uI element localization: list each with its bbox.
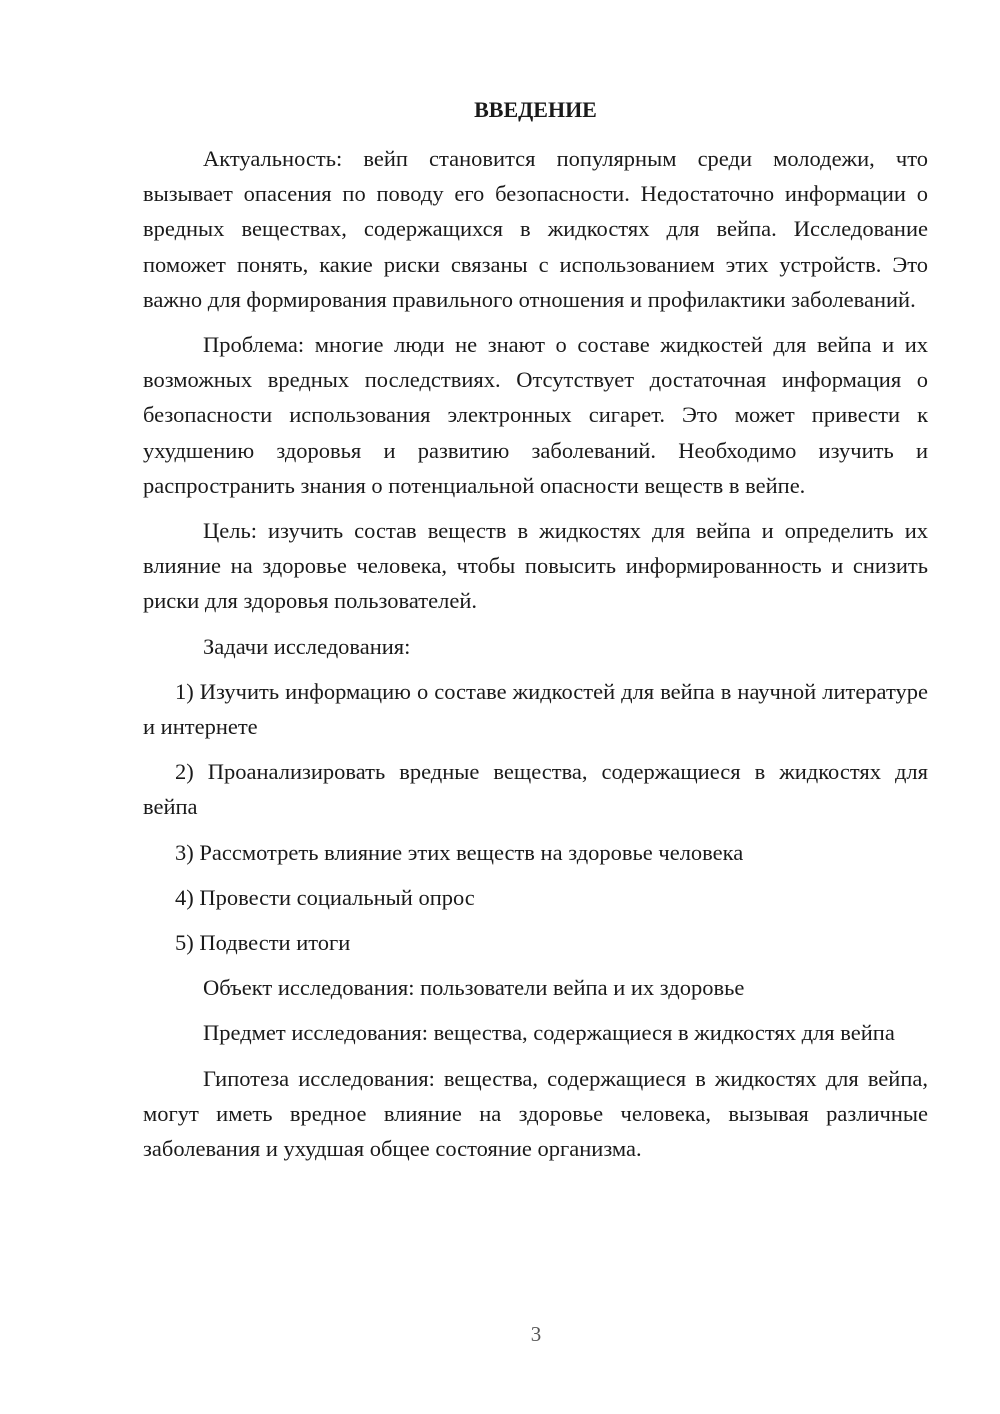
relevance-paragraph: Актуальность: вейп становится популярным среди молодежи, что вызывает опасения по поводу его безопасности. Недостаточно информации о вредных веществах, содержащихся в жидкостях для вейпа. Исследование поможет понять, какие риски связаны с использованием этих устройств. Это важно для формирования правильного отношения и профилактики заболеваний.: [143, 146, 928, 312]
task-item: 4) Провести социальный опрос: [175, 884, 475, 910]
section-title: ВВЕДЕНИЕ: [474, 97, 597, 122]
object-paragraph: Объект исследования: пользователи вейпа и их здоровье: [203, 975, 745, 1001]
task-item: 2) Проанализировать вредные вещества, содержащиеся в жидкостях для вейпа: [143, 759, 928, 820]
hypothesis-paragraph: Гипотеза исследования: вещества, содержащиеся в жидкостях для вейпа, могут иметь вредное влияние на здоровье человека, вызывая различные заболевания и ухудшая общее состояние организма.: [143, 1065, 928, 1162]
task-item: 5) Подвести итоги: [175, 930, 351, 956]
task-item: 1) Изучить информацию о составе жидкостей для вейпа в научной литературе и интернете: [143, 678, 928, 740]
subject-paragraph: Предмет исследования: вещества, содержащиеся в жидкостях для вейпа: [203, 1020, 895, 1046]
page-number: 3: [530, 1322, 542, 1346]
task-item: 3) Рассмотреть влияние этих веществ на здоровье человека: [175, 839, 744, 865]
tasks-heading: Задачи исследования:: [203, 633, 411, 659]
goal-paragraph: Цель: изучить состав веществ в жидкостях для вейпа и определить их влияние на здоровье человека, чтобы повысить информированность и снизить риски для здоровья пользователей.: [143, 518, 928, 614]
problem-paragraph: Проблема: многие люди не знают о составе жидкостей для вейпа и их возможных вредных последствиях. Отсутствует достаточная информация о безопасности использования электронных сигарет. Это может привести к ухудшению здоровья и развитию заболеваний. Необходимо изучить и распространить знания о потенциальной опасности веществ в вейпе.: [143, 332, 928, 498]
document-body: [143, 92, 928, 1176]
